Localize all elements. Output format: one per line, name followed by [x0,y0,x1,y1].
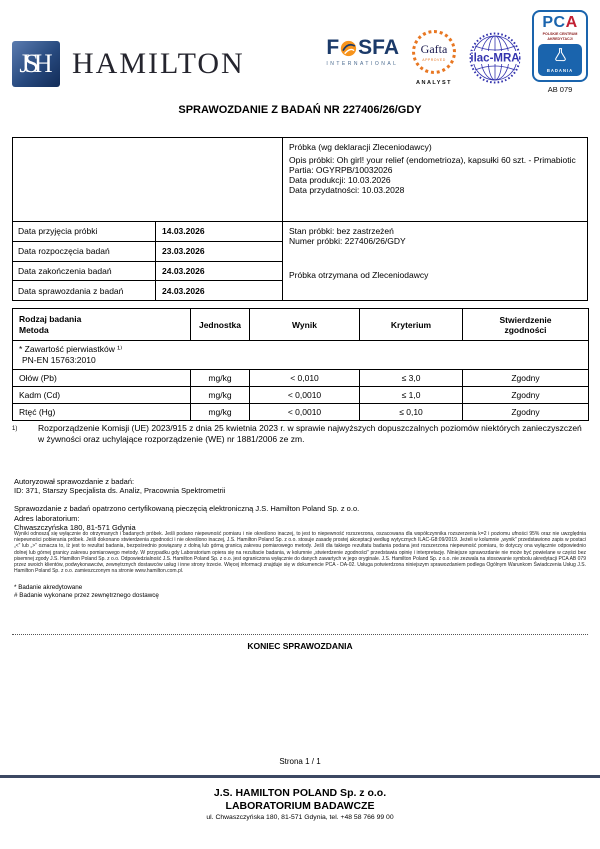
gafta-laurel-icon [412,30,456,74]
pca-pc: PC [542,14,566,31]
dates-table [13,222,283,300]
pca-a: A [565,14,578,31]
authorization-block [14,477,588,495]
group-cell [13,341,589,370]
lab-address-label: Adres laboratorium: [14,514,80,523]
flask-icon [553,47,568,62]
legend-external: # Badanie wykonane przez zewnętrznego dostawcę [14,592,159,599]
sample-description: Opis próbki: Oh girl! your relief (endometrioza), kapsułki 60 szt. - Primabiotic [289,155,576,165]
footer-address: ul. Chwaszczyńska 180, 81-571 Gdynia, tel. +48 58 766 99 00 [206,814,394,821]
group-method: PN-EN 15763:2010 [22,355,96,365]
results-table [12,308,589,421]
header-unit: Jednostka [191,309,250,341]
table-row [13,280,282,300]
header-conformity: Stwierdzenie zgodności [463,309,589,341]
lab-address-block [14,514,588,532]
footnote [12,423,582,445]
gafta-name: Gafta [420,42,448,56]
gafta-analyst: ANALYST [416,80,452,86]
brand-name: HAMILTON [72,47,245,80]
sample-declaration-cell [283,138,587,222]
sample-number: Numer próbki: 227406/26/GDY [289,236,406,246]
jsh-logo-icon [12,41,60,87]
test-criterion: ≤ 3,0 [360,370,463,387]
hamilton-logo [12,26,245,102]
company-footer [12,787,588,821]
jsh-initials: JSH [19,49,48,78]
footnote-text: Rozporządzenie Komisji (UE) 2023/915 z dnia 25 kwietnia 2023 r. w sprawie najwyższych dopuszczalnych poziomów niektórych zanieczyszczeń w żywności oraz uchylające rozporządzenie (WE) nr 1881/2006 ze zm. [38,423,582,444]
svg-text:ilac-MRA: ilac-MRA [470,52,520,65]
page-number: Strona 1 / 1 [279,757,321,766]
pca-box [532,10,588,82]
footnote-marker: 1) [12,426,18,432]
report-header [12,10,588,102]
date-label: Data zakończenia badań [18,265,112,276]
gafta-logo [410,30,458,86]
ilac-globe-icon [469,32,521,84]
authorized-by-id: ID: 371, Starszy Specjalista ds. Analiz, Pracownia Spektrometrii [14,486,226,495]
fosfa-logo [326,36,399,67]
sample-received: Próbka otrzymana od Zleceniodawcy [289,270,429,280]
table-row [13,241,282,261]
sample-declaration: Próbka (wg deklaracji Zleceniodawcy) [289,142,432,152]
results-header-row [13,309,589,341]
date-label: Data sprawozdania z badań [18,285,124,296]
table-row [13,261,282,281]
client-cell-empty [13,138,283,222]
sample-state-cell [283,222,587,300]
fosfa-f: F [326,36,340,59]
header-criterion: Kryterium [360,309,463,341]
test-conformity: Zgodny [463,370,589,387]
date-value: 23.03.2026 [155,242,282,261]
globe-icon [340,40,357,57]
electronic-seal-note: Sprawozdanie z badań opatrzono certyfikowaną pieczęcią elektroniczną J.S. Hamilton Poland Sp. z o.o. [14,504,360,513]
pca-badania-badge [538,44,582,76]
test-result: < 0,010 [250,370,360,387]
lab-address: Chwaszczyńska 180, 81-571 Gdynia [14,523,136,532]
sample-batch: Partia: OGYRPB/10032026 [289,165,393,175]
test-name: Ołów (Pb) [13,370,191,387]
group-name: * Zawartość pierwiastków ¹⁾ [19,344,123,354]
test-name: Rtęć (Hg) [13,404,191,421]
dotted-separator [12,634,588,635]
sample-condition: Stan próbki: bez zastrzeżeń [289,226,394,236]
footer-rule [0,775,600,778]
pca-cert-number: AB 079 [547,85,573,95]
sample-expiry-date: Data przydatności: 10.03.2028 [289,185,405,195]
pca-wordmark [536,15,584,31]
authorized-by-label: Autoryzował sprawozdanie z badań: [14,477,135,486]
test-name: Kadm (Cd) [13,387,191,404]
test-conformity: Zgodny [463,404,589,421]
table-row [13,404,589,421]
pca-sub1: POLSKIE CENTRUM [542,32,578,36]
test-conformity: Zgodny [463,387,589,404]
legend-accredited: * Badanie akredytowane [14,584,83,591]
pca-sub2: AKREDYTACJI [547,36,573,41]
sample-production-date: Data produkcji: 10.03.2026 [289,175,391,185]
date-value: 24.03.2026 [155,281,282,300]
footer-lab: LABORATORIUM BADAWCZE [225,800,375,812]
results-group-row [13,341,589,370]
test-unit: mg/kg [191,404,250,421]
test-criterion: ≤ 0,10 [360,404,463,421]
report-title: SPRAWOZDANIE Z BADAŃ NR 227406/26/GDY [178,104,422,116]
date-label: Data rozpoczęcia badań [18,246,110,257]
accreditation-marks [326,10,588,102]
date-value: 14.03.2026 [155,222,282,241]
test-unit: mg/kg [191,370,250,387]
header-result: Wynik [250,309,360,341]
fosfa-subtitle: INTERNATIONAL [326,61,399,67]
sample-info-table [12,137,588,301]
test-unit: mg/kg [191,387,250,404]
ilac-mra-stamp [469,32,521,89]
pca-logo [532,10,588,94]
date-value: 24.03.2026 [155,262,282,281]
legend-block [14,584,588,600]
header-test-line1: Rodzaj badania [19,313,82,324]
pca-subtitle [536,32,584,41]
fosfa-sfa: SFA [358,36,399,59]
footer-company: J.S. HAMILTON POLAND Sp. z o.o. [213,787,387,799]
fosfa-wordmark [326,36,399,60]
test-result: < 0,0010 [250,404,360,421]
gafta-approved: APPROVED [422,58,446,62]
header-test [13,309,191,341]
header-test-line2: Metoda [19,324,49,335]
date-label: Data przyjęcia próbki [18,226,98,237]
pca-badge-label: BADANIA [546,68,574,74]
table-row [13,387,589,404]
end-of-report: KONIEC SPRAWOZDANIA [247,641,353,651]
disclaimer-text: Wyniki odnoszą się wyłącznie do otrzymanych i badanych próbek. Jeśli podano niepewność pomiaru i nie określono inaczej, to jest to niepewność rozszerzona, oszacowana dla współczynnika rozszerzenia k=2 i poziomu ufności 95% oraz nie uwzględnia niepewności pobierania próbek. Jeśli dokonano stwierdzenia zgodności i nie określono inaczej, J.S. Hamilton Poland Sp. z o.o. stosuje zasadę prostej akceptacji według wytycznych ILAC-G8:09/2019. Jeżeli w kolumnie „wynik” przedstawiono zapis w postaci „<” lub „>” oznacza to, iż jest to rezultat badania, bezpośrednio powiązany z dolną lub górną granicą zakresu pomiarowego metody. Jeśli dla takiego rezultatu badania podana jest rozszerzona niepewność pomiaru, to dotyczy ona wyłącznie odpowiednio dolnej lub górnej granicy zakresu pomiarowego metody. W przypadku gdy Laboratorium opiera się na rezultacie badania, w kolumnie „stwierdzenie zgodności” przedstawia opinię i interpretację. Niniejsze sprawozdanie nie może być powielane w części bez pisemnej zgody J.S. Hamilton Poland Sp. z o.o. Odpowiedzialność J.S. Hamilton Poland Sp. z o.o. jest ograniczona wyłącznie do danych zawartych w jego oryginale. J.S. Hamilton Poland Sp. z o.o. nie zezwala na stosowanie symbolu akredytacji PCA AB 079 przez swoich klientów, podwykonawców, zewnętrznych dostawców usług i inne strony trzecie. Więcej informacji znajduje się w dokumencie PCA - DA-02. Usługa potwierdzona niniejszym sprawozdaniem podlega Ogólnym Warunkom Świadczenia Usług J.S. Hamilton Poland Sp. z o.o. zamieszczonym na stronie www.hamilton.com.pl. [14,531,586,575]
table-row [13,370,589,387]
test-criterion: ≤ 1,0 [360,387,463,404]
test-result: < 0,0010 [250,387,360,404]
table-row [13,222,282,241]
